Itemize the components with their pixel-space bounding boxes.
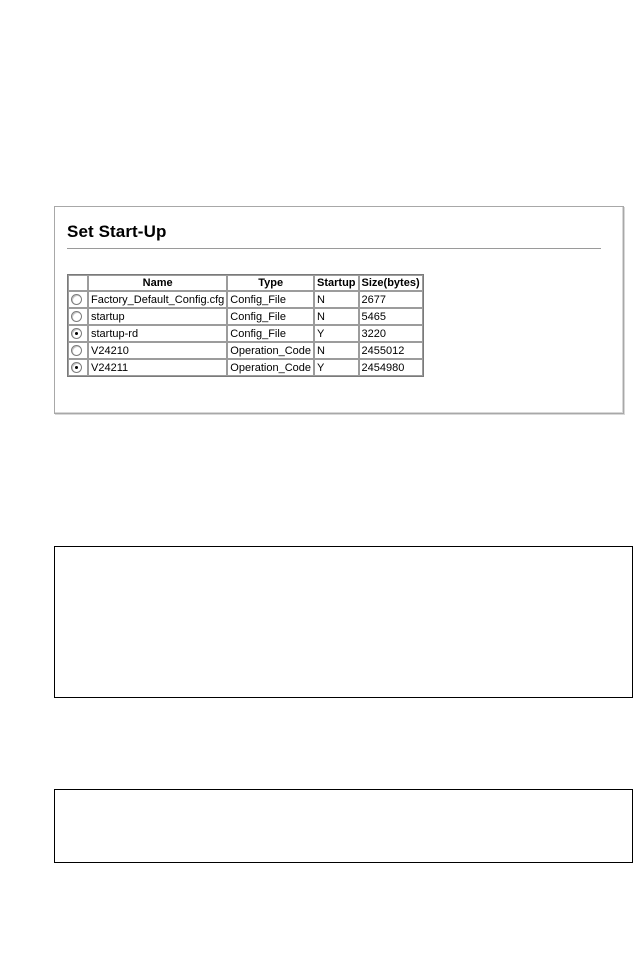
- row-select-cell: [68, 359, 88, 376]
- file-name-cell: startup: [88, 308, 227, 325]
- file-type-cell: Config_File: [227, 291, 314, 308]
- file-type-cell: Config_File: [227, 308, 314, 325]
- file-table: [67, 274, 424, 377]
- startup-radio-button[interactable]: [71, 328, 82, 339]
- row-select-cell: [68, 342, 88, 359]
- empty-code-box: [54, 789, 633, 863]
- file-name-cell: V24210: [88, 342, 227, 359]
- table-row: [68, 325, 423, 342]
- empty-code-box: [54, 546, 633, 698]
- row-select-cell: [68, 308, 88, 325]
- startup-flag-cell: Y: [314, 359, 359, 376]
- table-row: [68, 342, 423, 359]
- table-header-row: [68, 275, 423, 291]
- startup-flag-cell: N: [314, 342, 359, 359]
- startup-flag-cell: N: [314, 308, 359, 325]
- file-type-cell: Config_File: [227, 325, 314, 342]
- file-type-cell: Operation_Code: [227, 342, 314, 359]
- file-name-cell: V24211: [88, 359, 227, 376]
- table-row: [68, 291, 423, 308]
- header-select: [68, 275, 88, 291]
- header-name: Name: [88, 275, 227, 291]
- table-row: [68, 359, 423, 376]
- file-size-cell: 2677: [359, 291, 423, 308]
- file-size-cell: 5465: [359, 308, 423, 325]
- startup-radio-button[interactable]: [71, 362, 82, 373]
- header-startup: Startup: [314, 275, 359, 291]
- title-divider: [67, 248, 601, 250]
- header-type: Type: [227, 275, 314, 291]
- table-row: [68, 308, 423, 325]
- startup-radio-button[interactable]: [71, 345, 82, 356]
- row-select-cell: [68, 291, 88, 308]
- file-size-cell: 2454980: [359, 359, 423, 376]
- startup-flag-cell: Y: [314, 325, 359, 342]
- file-size-cell: 3220: [359, 325, 423, 342]
- page-title: Set Start-Up: [67, 222, 167, 241]
- file-type-cell: Operation_Code: [227, 359, 314, 376]
- header-size: Size(bytes): [359, 275, 423, 291]
- startup-radio-button[interactable]: [71, 294, 82, 305]
- startup-flag-cell: N: [314, 291, 359, 308]
- file-name-cell: Factory_Default_Config.cfg: [88, 291, 227, 308]
- row-select-cell: [68, 325, 88, 342]
- startup-radio-button[interactable]: [71, 311, 82, 322]
- file-size-cell: 2455012: [359, 342, 423, 359]
- set-startup-panel: [54, 206, 624, 414]
- file-name-cell: startup-rd: [88, 325, 227, 342]
